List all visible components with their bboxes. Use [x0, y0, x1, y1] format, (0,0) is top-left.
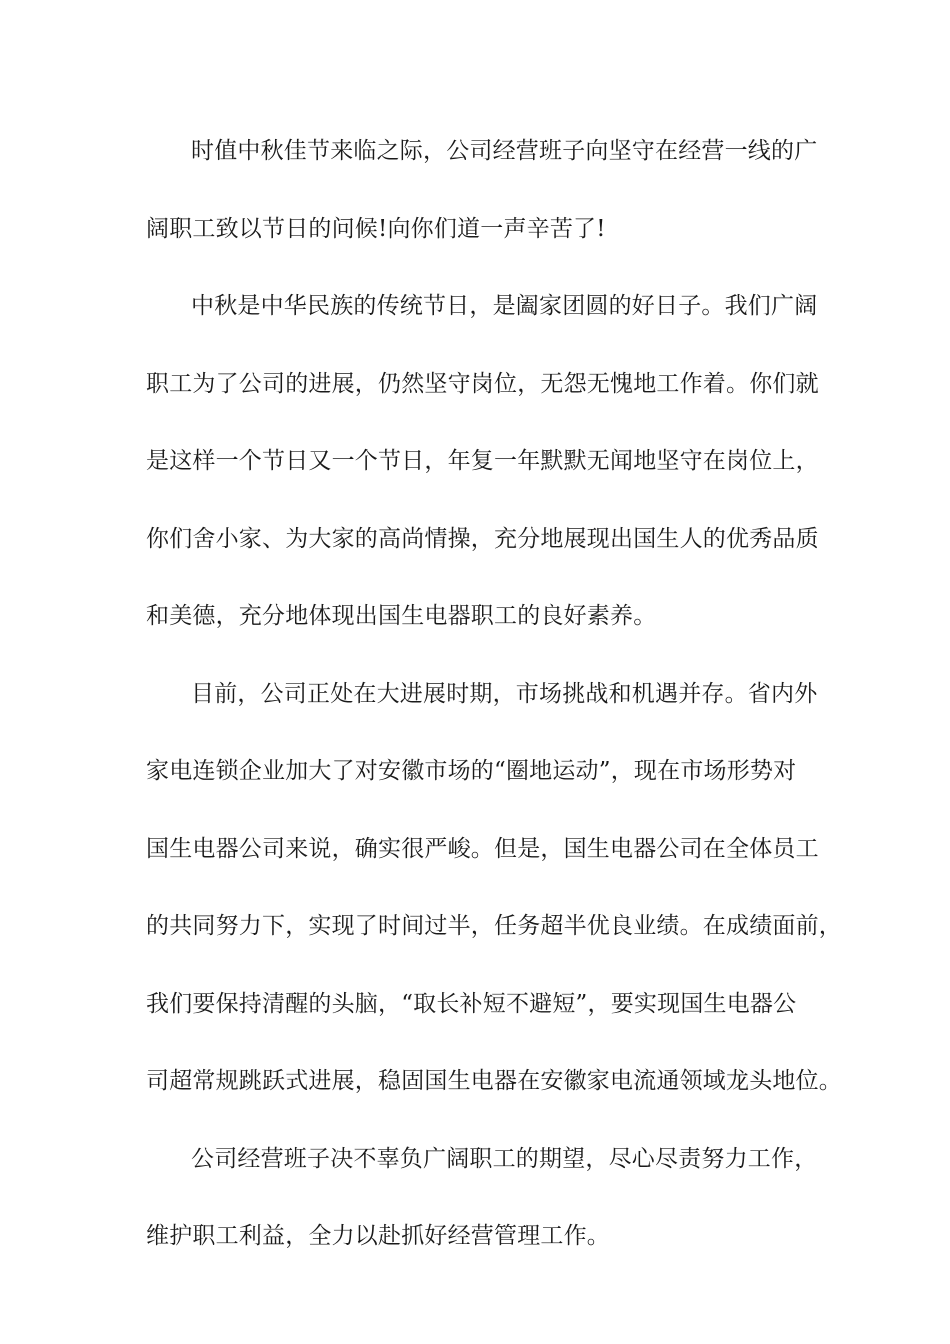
paragraph-line: 目前，公司正处在大进展时期，市场挑战和机遇并存。省内外 — [191, 680, 818, 707]
paragraph-3 — [146, 671, 842, 1136]
paragraph-line: 时值中秋佳节来临之际，公司经营班子向坚守在经营一线的广 — [191, 138, 818, 164]
paragraph-line: 是这样一个节日又一个节日，年复一年默默无闻地坚守在岗位上， — [146, 448, 819, 474]
paragraph-2 — [146, 283, 826, 671]
paragraph-line: 阔职工致以节日的问候!向你们道一声辛苦了! — [146, 215, 606, 242]
paragraph-line: 司超常规跳跃式进展，稳固国生电器在安徽家电流通领域龙头地位。 — [146, 1068, 842, 1094]
paragraph-line: 维护职工利益，全力以赴抓好经营管理工作。 — [146, 1223, 610, 1249]
paragraph-line: 职工为了公司的进展，仍然坚守岗位，无怨无愧地工作着。你们就 — [146, 370, 819, 397]
paragraph-line: 和美德，充分地体现出国生电器职工的良好素养。 — [146, 603, 657, 629]
document-body — [146, 128, 842, 1291]
paragraph-line: 公司经营班子决不辜负广阔职工的期望，尽心尽责努力工作， — [191, 1145, 818, 1172]
paragraph-line: 我们要保持清醒的头脑，“取长补短不避短”，要实现国生电器公 — [146, 990, 797, 1017]
paragraph-line: 国生电器公司来说，确实很严峻。但是，国生电器公司在全体员工 — [146, 835, 819, 862]
paragraph-line: 的共同努力下，实现了时间过半，任务超半优良业绩。在成绩面前， — [146, 913, 842, 939]
paragraph-line: 中秋是中华民族的传统节日，是阖家团圆的好日子。我们广阔 — [191, 293, 818, 319]
paragraph-line: 家电连锁企业加大了对安徽市场的“圈地运动”，现在市场形势对 — [146, 758, 797, 784]
paragraph-1 — [146, 128, 826, 283]
paragraph-line: 你们舍小家、为大家的高尚情操，充分地展现出国生人的优秀品质 — [146, 525, 819, 552]
paragraph-4 — [146, 1136, 826, 1291]
